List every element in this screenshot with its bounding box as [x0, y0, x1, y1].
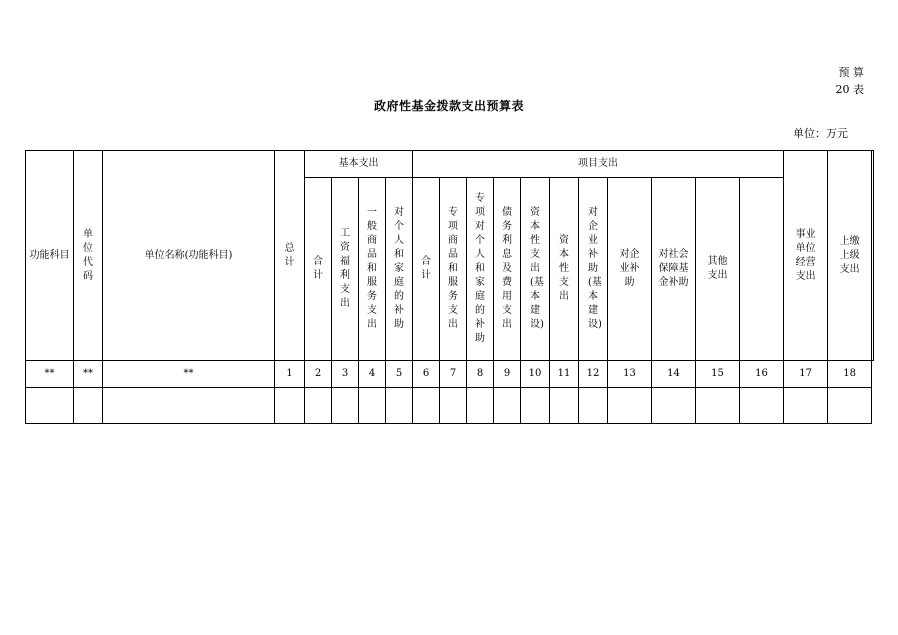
- table-cell: [26, 388, 74, 424]
- column-number-cell: 15: [696, 361, 740, 388]
- table-cell: [103, 388, 275, 424]
- column-number-cell: **: [103, 361, 275, 388]
- header-enterprise: 对企业补助: [608, 178, 652, 361]
- column-number-cell: **: [26, 361, 74, 388]
- column-number-cell: 1: [275, 361, 305, 388]
- column-number-cell: 17: [784, 361, 828, 388]
- header-project-group: 项目支出: [413, 151, 784, 178]
- header-social-security: 对社会保障基金补助: [652, 178, 696, 361]
- table-cell: [784, 388, 828, 424]
- column-number-cell: 18: [828, 361, 872, 388]
- column-number-cell: 14: [652, 361, 696, 388]
- column-number-cell: 11: [550, 361, 579, 388]
- header-special-goods: 专项商品和服务支出: [440, 178, 467, 361]
- table-cell: [305, 388, 332, 424]
- header-basic-group: 基本支出: [305, 151, 413, 178]
- table-cell: [740, 388, 784, 424]
- table-cell: [494, 388, 521, 424]
- column-number-cell: 12: [579, 361, 608, 388]
- form-code-line1: 预 算: [838, 66, 864, 79]
- table-cell: [440, 388, 467, 424]
- table-cell: [608, 388, 652, 424]
- column-number-cell: 10: [521, 361, 550, 388]
- table-cell: [275, 388, 305, 424]
- table-cell: [652, 388, 696, 424]
- header-unit-code: 单位代码: [74, 151, 103, 361]
- column-number-cell: 7: [440, 361, 467, 388]
- header-goods-services: 一般商品和服务支出: [359, 178, 386, 361]
- column-number-cell: 8: [467, 361, 494, 388]
- table-cell: [332, 388, 359, 424]
- column-number-cell: 16: [740, 361, 784, 388]
- header-unit-name: 单位名称(功能科目): [103, 151, 275, 361]
- header-affiliated-subsidy: [872, 151, 874, 361]
- column-number-cell: 5: [386, 361, 413, 388]
- header-project-personal: 专项对个人和家庭的补助: [467, 178, 494, 361]
- table-cell: [696, 388, 740, 424]
- header-basic-sum: 合计: [305, 178, 332, 361]
- header-capital: 资本性支出: [550, 178, 579, 361]
- table-cell: [359, 388, 386, 424]
- table-cell: [413, 388, 440, 424]
- table-cell: [521, 388, 550, 424]
- table-row: [26, 388, 874, 424]
- column-number-cell: 2: [305, 361, 332, 388]
- column-number-cell: 9: [494, 361, 521, 388]
- header-project-sum: 合计: [413, 178, 440, 361]
- table-cell: [550, 388, 579, 424]
- header-debt-interest: 债务利息及费用支出: [494, 178, 521, 361]
- unit-label: 单位：万元: [793, 127, 848, 140]
- header-row-1: [26, 151, 874, 178]
- header-total: 总计: [275, 151, 305, 361]
- column-number-cell: 6: [413, 361, 440, 388]
- header-enterprise-infra: 对企业补助(基本建设): [579, 178, 608, 361]
- header-personal-subsidy: 对个人和家庭的补助: [386, 178, 413, 361]
- column-number-cell: **: [74, 361, 103, 388]
- header-other: 其他支出: [696, 178, 740, 361]
- table-cell: [467, 388, 494, 424]
- form-code: [836, 64, 865, 98]
- column-number-cell: 13: [608, 361, 652, 388]
- budget-table: [25, 150, 874, 424]
- header-capital-infra: 资本性支出(基本建设): [521, 178, 550, 361]
- table-cell: [386, 388, 413, 424]
- column-number-cell: 3: [332, 361, 359, 388]
- header-business-unit: 事业单位经营支出: [784, 151, 828, 361]
- header-wages: 工资福利支出: [332, 178, 359, 361]
- page-title: 政府性基金拨款支出预算表: [373, 99, 524, 113]
- column-number-cell: 4: [359, 361, 386, 388]
- table-cell: [828, 388, 872, 424]
- column-number-row: [26, 361, 874, 388]
- table-cell: [579, 388, 608, 424]
- header-func-subject: 功能科目: [26, 151, 74, 361]
- table-cell: [74, 388, 103, 424]
- header-upper-payment: 上缴上级支出: [828, 151, 872, 361]
- form-code-line2: 20 表: [835, 83, 864, 96]
